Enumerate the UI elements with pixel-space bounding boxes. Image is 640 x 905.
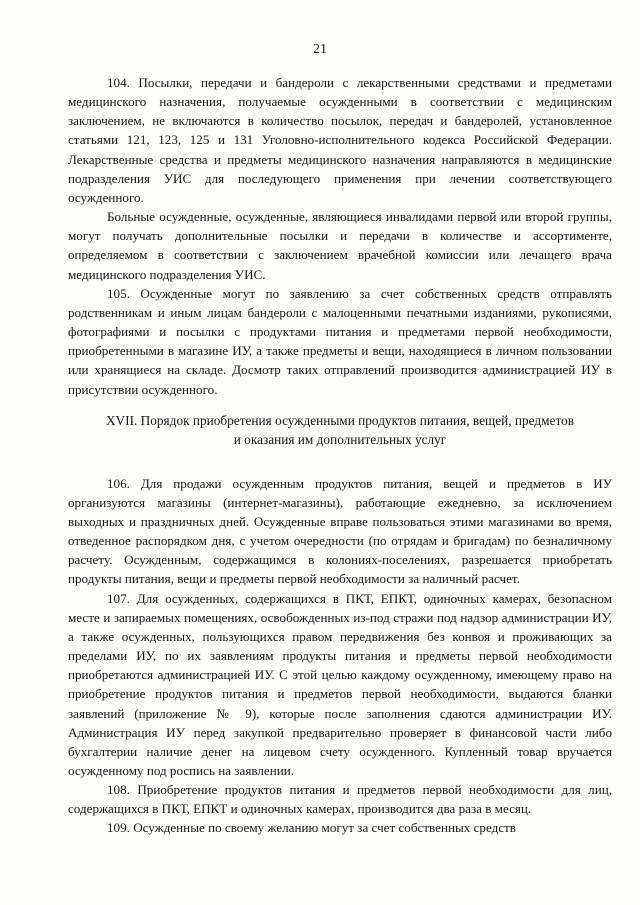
paragraph-107: 107. Для осужденных, содержащихся в ПКТ, ЕПКТ, одиночных камерах, безопасном месте и запираемых помещениях, освобожденных из-под стражи под надзор администрации ИУ, а также осужденных, пользующихся правом передвижения без конвоя и проживающих за пределами ИУ, по их заявлениям продукты питания и предметы первой необходимости приобретаются администрацией ИУ. С этой целью каждому осужденному, имеющему право на приобретение продуктов питания и предметов первой необходимости, выдаются бланки заявлений (приложение № 9), которые после заполнения сдаются администрации ИУ. Администрация ИУ перед закупкой предварительно проверяет в финансовой части либо бухгалтерии наличие денег на лицевом счету осужденного. Купленный товар вручается осужденному под роспись на заявлении.: [68, 590, 612, 778]
section-heading-line2: и оказания им дополнительных услуг: [233, 431, 447, 447]
paragraph-disabled-convicts: Больные осужденные, осужденные, являющиеся инвалидами первой или второй группы, могут получать дополнительные посылки и передачи в количестве и ассортименте, определяемом в соответствии с заключением врачебной комиссии или лечащего врача медицинского подразделения УИС.: [68, 209, 612, 282]
paragraph-108: 108. Приобретение продуктов питания и предметов первой необходимости для лиц, содержащихся в ПКТ, ЕПКТ и одиночных камерах, производится два раза в месяц.: [68, 782, 612, 817]
spacer: [68, 399, 612, 411]
paragraph-106: 106. Для продажи осужденным продуктов питания, вещей и предметов в ИУ организуются магазины (интернет-магазины), работающие ежедневно, за исключением выходных и праздничных дней. Осужденные вправе пользоваться этими магазинами во время, отведенное распорядком дня, с учетом очередности (по отрядам и бригадам) по безналичному расчету. Осужденным, содержащимся в колониях-поселениях, разрешается приобретать продукты питания, вещи и предметы первой необходимости за наличный расчет.: [68, 475, 612, 587]
section-heading-line1: XVII. Порядок приобретения осужденными продуктов питания, вещей, предметов: [105, 412, 575, 428]
section-heading: [68, 411, 612, 449]
page-number: 21: [313, 42, 327, 57]
document-body: [68, 73, 612, 838]
spacer: [68, 449, 612, 474]
paragraph-109: 109. Осужденные по своему желанию могут за счет собственных средств: [107, 820, 516, 836]
paragraph-104: 104. Посылки, передачи и бандероли с лекарственными средствами и предметами медицинского назначения, получаемые осужденными в соответствии с медицинским заключением, не включаются в количество посылок, передач и бандеролей, установленное статьями 121, 123, 125 и 131 Уголовно-исполнительного кодекса Российской Федерации. Лекарственные средства и предметы медицинского назначения направляются в медицинские подразделения УИС для последующего применения при лечении соответствующего осужденного.: [68, 75, 612, 205]
paragraph-105: 105. Осужденные могут по заявлению за счет собственных средств отправлять родственникам и иным лицам бандероли с малоценными печатными изданиями, рукописями, фотографиями и посылки с продуктами питания и предметами первой необходимости, приобретенными в магазине ИУ, а также предметы и вещи, находящиеся в личном пользовании или хранящиеся на складе. Досмотр таких отправлений производится администрацией ИУ в присутствии осужденного.: [68, 285, 612, 397]
